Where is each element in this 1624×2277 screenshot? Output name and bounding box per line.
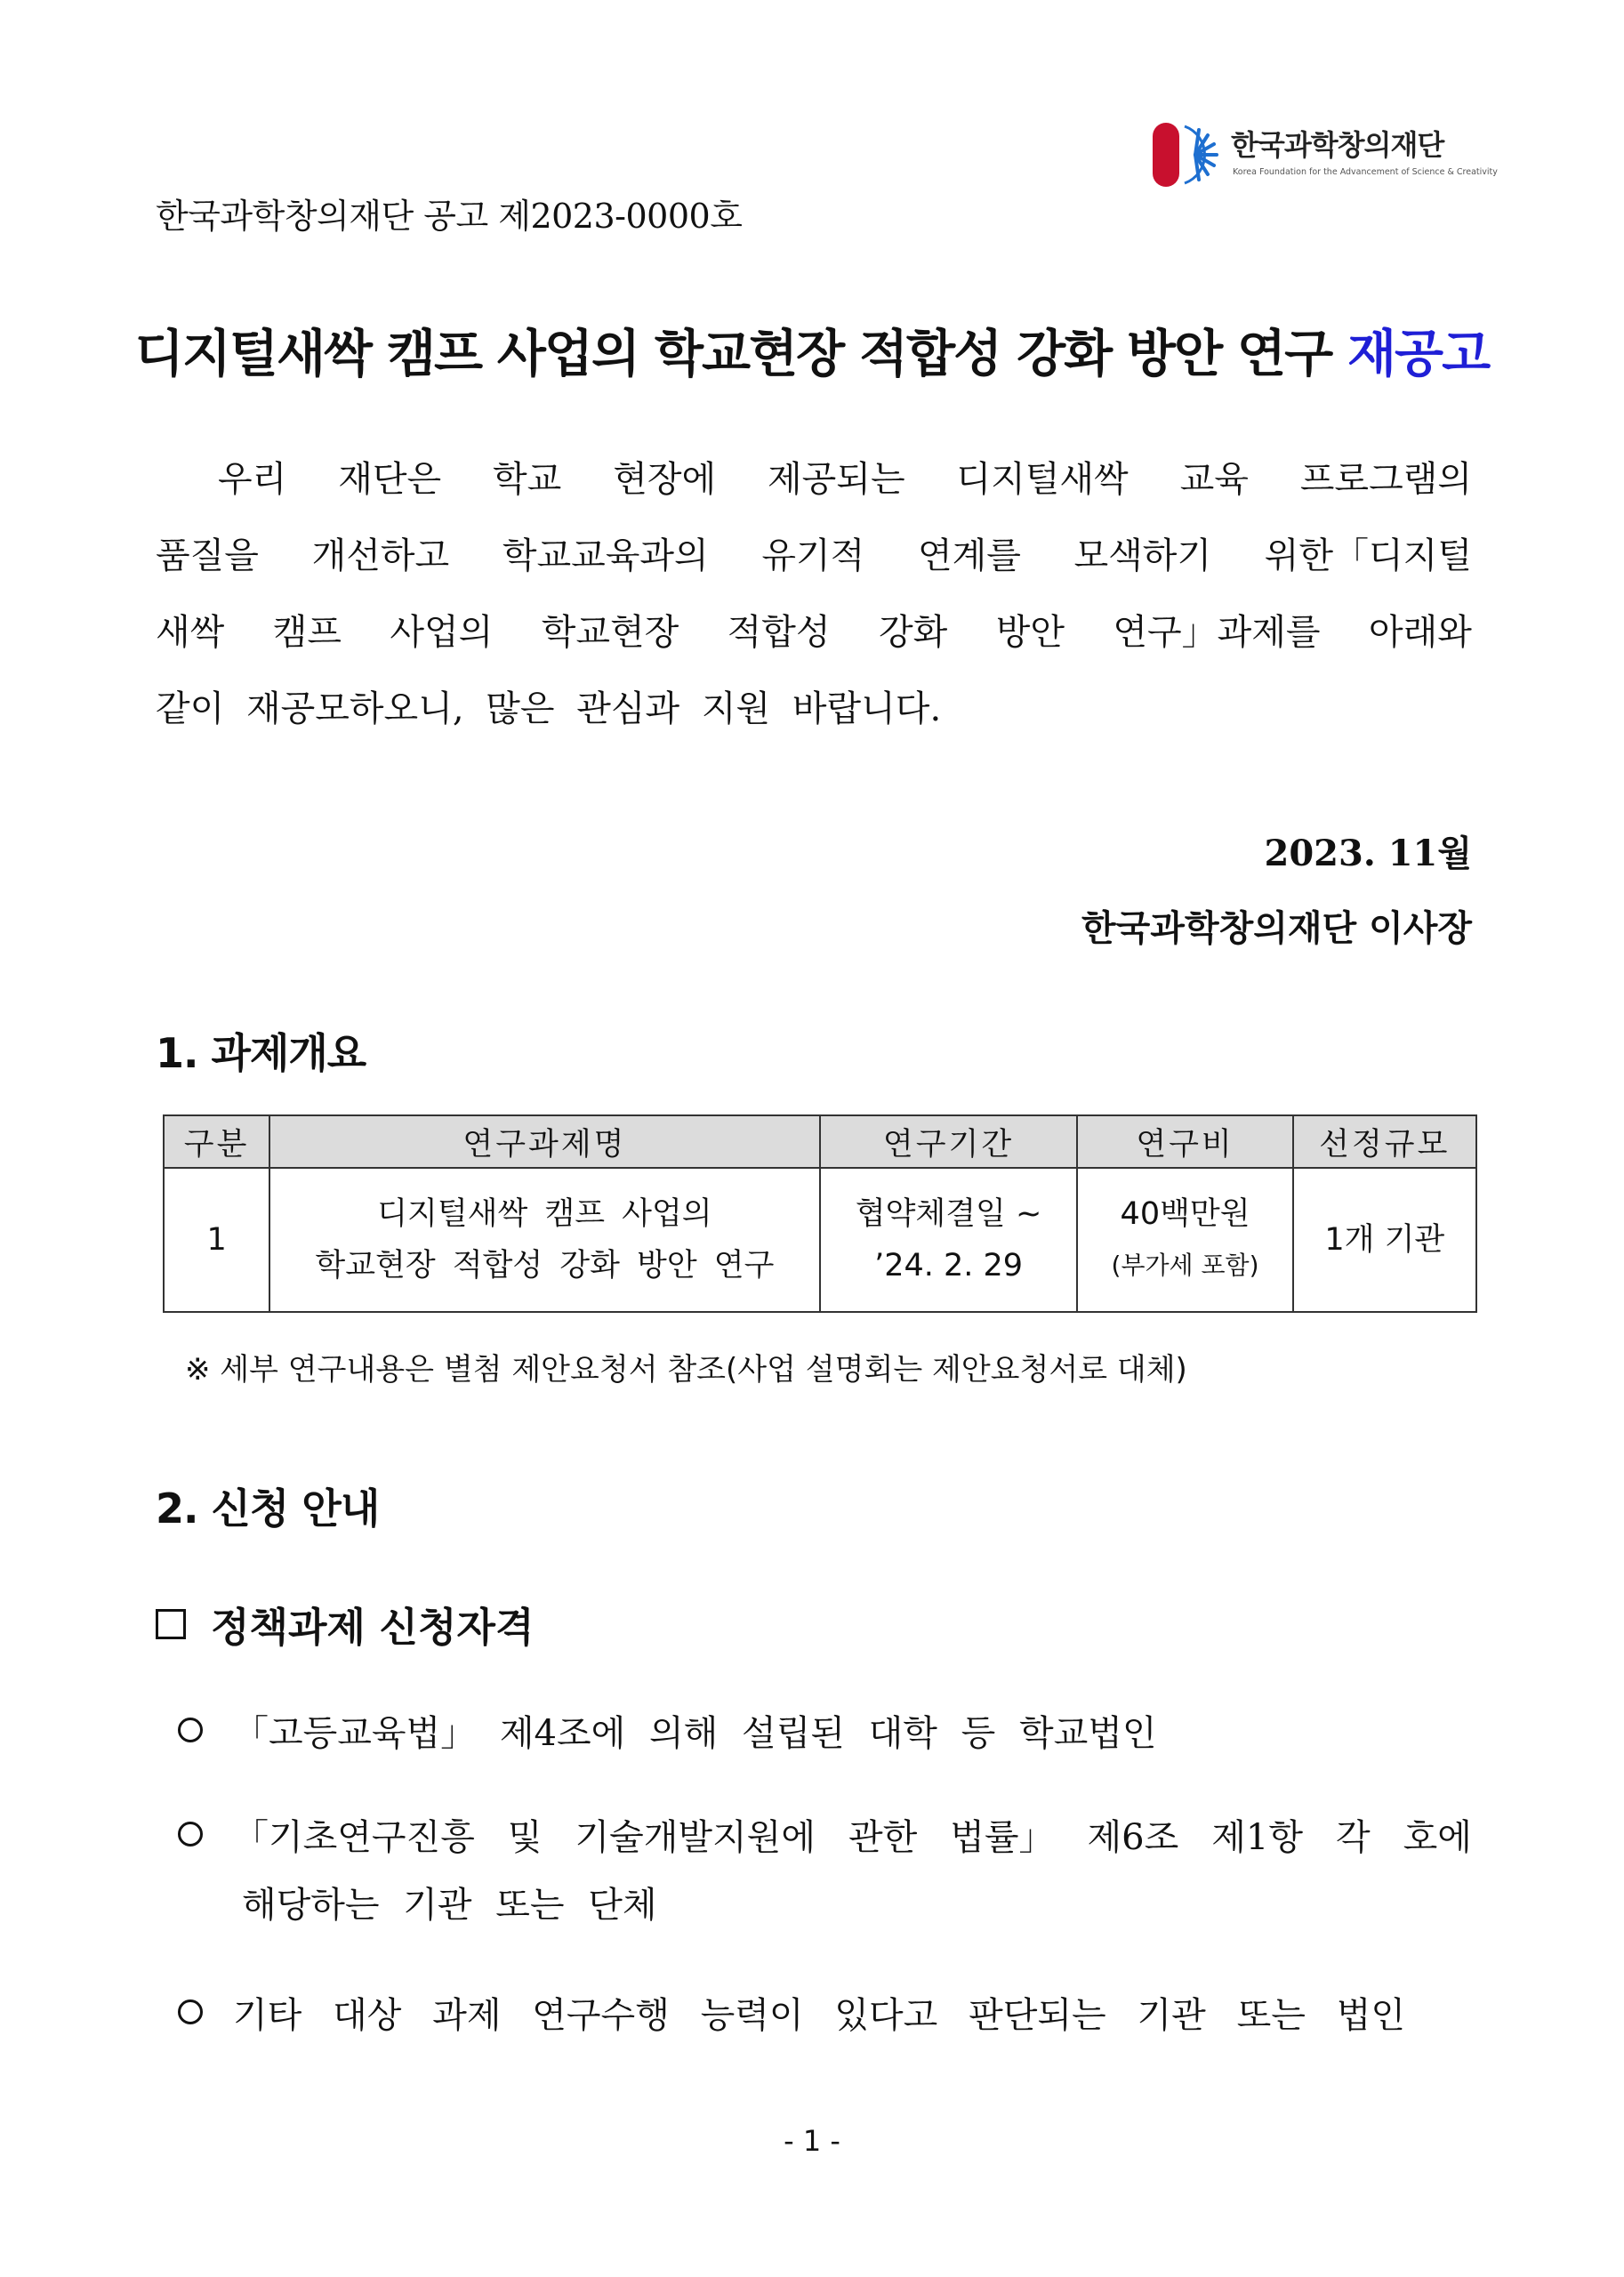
- word: 방안: [995, 612, 1065, 653]
- cell-project-name: [269, 1168, 819, 1312]
- word: 기타: [233, 1994, 302, 2036]
- table-header-row: [164, 1115, 1476, 1168]
- word: 유기적: [761, 535, 865, 576]
- word: 모색하기: [1073, 535, 1212, 576]
- word: 강화: [879, 612, 948, 653]
- word: 각: [1336, 1816, 1371, 1858]
- section-heading-application: 2. 신청 안내: [156, 1484, 380, 1533]
- word: 아래와: [1368, 612, 1472, 653]
- logo-org-name-en: Korea Foundation for the Advancement of Science & Creativity: [1233, 167, 1498, 177]
- list-item-continuation: 해당하는 기관 또는 단체: [242, 1885, 657, 1926]
- word: 현장에: [613, 459, 717, 500]
- list-item: 「고등교육법」 제4조에 의해 설립된 대학 등 학교법인: [178, 1694, 1472, 1766]
- foundation-logo-icon: [1149, 117, 1222, 192]
- word: 연계를: [917, 535, 1021, 576]
- cell-scale: 1개 기관: [1293, 1168, 1476, 1312]
- word: 능력이: [700, 1994, 804, 2036]
- period-line-1: 협약체결일 ~: [855, 1196, 1042, 1232]
- circle-bullet-icon: [178, 1822, 203, 1847]
- intro-line-1: [156, 441, 1472, 518]
- word: 호에: [1403, 1816, 1472, 1858]
- notice-date: 2023. 11월: [1264, 833, 1472, 874]
- intro-line-2: [156, 518, 1472, 594]
- word: 연구수행: [532, 1994, 670, 2036]
- title-main: 디지털새싹 캠프 사업의 학교현장 적합성 강화 방안 연구: [134, 325, 1332, 383]
- cell-no: 1: [164, 1168, 269, 1312]
- col-header-scale: 선정규모: [1293, 1115, 1476, 1168]
- square-bullet-icon: [156, 1609, 186, 1639]
- word: 제6조: [1087, 1816, 1179, 1858]
- project-name-line-1: 디지털새싹 캠프 사업의: [377, 1196, 712, 1232]
- word: 개선하고: [311, 535, 450, 576]
- word: 품질을: [156, 535, 259, 576]
- word: 또는: [1236, 1994, 1306, 2036]
- word: 캠프: [272, 612, 342, 653]
- budget-amount: 40백만원: [1120, 1196, 1250, 1232]
- section-heading-overview: 1. 과제개요: [156, 1029, 366, 1077]
- org-logo: [1149, 117, 1498, 192]
- circle-bullet-icon: [178, 1718, 203, 1742]
- document-title: [0, 313, 1624, 386]
- intro-line-4: 같이 재공모하오니, 많은 관심과 지원 바랍니다.: [156, 688, 942, 729]
- project-summary-table: [163, 1114, 1477, 1313]
- word: 판단되는: [969, 1994, 1106, 2036]
- word: 대상: [333, 1994, 402, 2036]
- cell-period: [820, 1168, 1078, 1312]
- word: 사업의: [390, 612, 494, 653]
- table-note: ※ 세부 연구내용은 별첨 제안요청서 참조(사업 설명회는 제안요청서로 대체): [185, 1352, 1187, 1388]
- col-header-period: 연구기간: [820, 1115, 1078, 1168]
- logo-org-name: 한국과학창의재단: [1231, 128, 1444, 162]
- word: 및: [507, 1816, 543, 1858]
- list-item: [178, 1976, 1405, 2048]
- project-name-line-2: 학교현장 적합성 강화 방안 연구: [315, 1248, 775, 1283]
- intro-paragraph: [156, 441, 1472, 747]
- word: 제1항: [1211, 1816, 1303, 1858]
- word: 학교현장: [541, 612, 679, 653]
- word: 디지털새싹: [956, 459, 1129, 500]
- notice-number: 한국과학창의재단 공고 제2023-0000호: [156, 197, 743, 236]
- word: 학교교육과의: [502, 535, 709, 576]
- word: 학교: [493, 459, 562, 500]
- period-line-2: ’24. 2. 29: [874, 1248, 1024, 1283]
- word: 법인: [1336, 1994, 1405, 2036]
- word: 있다고: [834, 1994, 938, 2036]
- eligibility-heading: [156, 1595, 534, 1653]
- word: 위한「디지털: [1264, 535, 1472, 576]
- intro-line-3: [156, 594, 1472, 671]
- table-row: [164, 1168, 1476, 1312]
- word: 법률」: [950, 1816, 1055, 1858]
- circle-bullet-icon: [178, 1999, 203, 2024]
- word: 연구」과제를: [1113, 612, 1321, 653]
- word: 적합성: [727, 612, 831, 653]
- word: 새싹: [156, 612, 225, 653]
- issuer: 한국과학창의재단 이사장: [1081, 907, 1472, 949]
- word: 관한: [848, 1816, 918, 1858]
- word: 재단은: [338, 459, 442, 500]
- word: 기술개발지원에: [575, 1816, 816, 1858]
- word: 교육: [1179, 459, 1249, 500]
- col-header-no: 구분: [164, 1115, 269, 1168]
- cell-budget: [1077, 1168, 1292, 1312]
- word: 프로그램의: [1299, 459, 1472, 500]
- title-repost-label: 재공고: [1347, 325, 1490, 383]
- word: 우리: [218, 459, 287, 500]
- word: 기관: [1137, 1994, 1206, 2036]
- word: 과제: [432, 1994, 502, 2036]
- col-header-budget: 연구비: [1077, 1115, 1292, 1168]
- budget-note: (부가세 포함): [1111, 1251, 1259, 1280]
- list-item: [178, 1798, 1472, 1941]
- page-number: - 1 -: [784, 2124, 840, 2158]
- eligibility-heading-text: 정책과제 신청자격: [211, 1604, 535, 1651]
- word: 「기초연구진흥: [233, 1816, 475, 1858]
- col-header-project-name: 연구과제명: [269, 1115, 819, 1168]
- word: 제공되는: [768, 459, 905, 500]
